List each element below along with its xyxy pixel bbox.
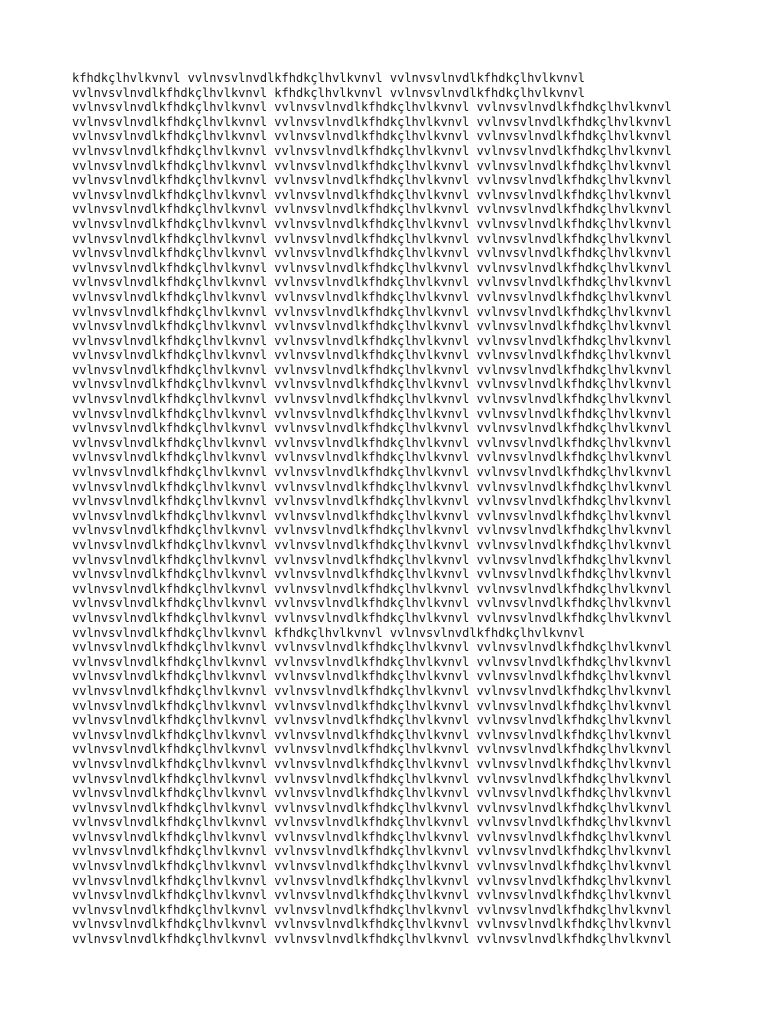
text-line: vvlnvsvlnvdlkfhdkçlhvlkvnvl vvlnvsvlnvdlkfhdkçlhvlkvnvl vvlnvsvlnvdlkfhdkçlhvlkvnvl bbox=[72, 231, 672, 246]
text-line: vvlnvsvlnvdlkfhdkçlhvlkvnvl vvlnvsvlnvdlkfhdkçlhvlkvnvl vvlnvsvlnvdlkfhdkçlhvlkvnvl bbox=[72, 932, 672, 947]
text-line: vvlnvsvlnvdlkfhdkçlhvlkvnvl vvlnvsvlnvdlkfhdkçlhvlkvnvl vvlnvsvlnvdlkfhdkçlhvlkvnvl bbox=[72, 698, 672, 713]
text-line: vvlnvsvlnvdlkfhdkçlhvlkvnvl vvlnvsvlnvdlkfhdkçlhvlkvnvl vvlnvsvlnvdlkfhdkçlhvlkvnvl bbox=[72, 756, 672, 771]
text-line: vvlnvsvlnvdlkfhdkçlhvlkvnvl kfhdkçlhvlkvnvl vvlnvsvlnvdlkfhdkçlhvlkvnvl bbox=[72, 85, 585, 100]
text-line: vvlnvsvlnvdlkfhdkçlhvlkvnvl vvlnvsvlnvdlkfhdkçlhvlkvnvl vvlnvsvlnvdlkfhdkçlhvlkvnvl bbox=[72, 654, 672, 669]
text-line: vvlnvsvlnvdlkfhdkçlhvlkvnvl vvlnvsvlnvdlkfhdkçlhvlkvnvl vvlnvsvlnvdlkfhdkçlhvlkvnvl bbox=[72, 100, 672, 115]
text-line: vvlnvsvlnvdlkfhdkçlhvlkvnvl vvlnvsvlnvdlkfhdkçlhvlkvnvl vvlnvsvlnvdlkfhdkçlhvlkvnvl bbox=[72, 713, 672, 728]
text-line: vvlnvsvlnvdlkfhdkçlhvlkvnvl kfhdkçlhvlkvnvl vvlnvsvlnvdlkfhdkçlhvlkvnvl bbox=[72, 625, 585, 640]
text-line: vvlnvsvlnvdlkfhdkçlhvlkvnvl vvlnvsvlnvdlkfhdkçlhvlkvnvl vvlnvsvlnvdlkfhdkçlhvlkvnvl bbox=[72, 494, 672, 509]
text-line: vvlnvsvlnvdlkfhdkçlhvlkvnvl vvlnvsvlnvdlkfhdkçlhvlkvnvl vvlnvsvlnvdlkfhdkçlhvlkvnvl bbox=[72, 260, 672, 275]
text-line: vvlnvsvlnvdlkfhdkçlhvlkvnvl vvlnvsvlnvdlkfhdkçlhvlkvnvl vvlnvsvlnvdlkfhdkçlhvlkvnvl bbox=[72, 829, 672, 844]
text-line: vvlnvsvlnvdlkfhdkçlhvlkvnvl vvlnvsvlnvdlkfhdkçlhvlkvnvl vvlnvsvlnvdlkfhdkçlhvlkvnvl bbox=[72, 202, 672, 217]
text-line: vvlnvsvlnvdlkfhdkçlhvlkvnvl vvlnvsvlnvdlkfhdkçlhvlkvnvl vvlnvsvlnvdlkfhdkçlhvlkvnvl bbox=[72, 902, 672, 917]
text-line: vvlnvsvlnvdlkfhdkçlhvlkvnvl vvlnvsvlnvdlkfhdkçlhvlkvnvl vvlnvsvlnvdlkfhdkçlhvlkvnvl bbox=[72, 348, 672, 363]
text-line: vvlnvsvlnvdlkfhdkçlhvlkvnvl vvlnvsvlnvdlkfhdkçlhvlkvnvl vvlnvsvlnvdlkfhdkçlhvlkvnvl bbox=[72, 581, 672, 596]
text-line: vvlnvsvlnvdlkfhdkçlhvlkvnvl vvlnvsvlnvdlkfhdkçlhvlkvnvl vvlnvsvlnvdlkfhdkçlhvlkvnvl bbox=[72, 392, 672, 407]
text-line: kfhdkçlhvlkvnvl vvlnvsvlnvdlkfhdkçlhvlkvnvl vvlnvsvlnvdlkfhdkçlhvlkvnvl bbox=[72, 71, 585, 85]
document-body-text bbox=[72, 71, 672, 947]
text-line: vvlnvsvlnvdlkfhdkçlhvlkvnvl vvlnvsvlnvdlkfhdkçlhvlkvnvl vvlnvsvlnvdlkfhdkçlhvlkvnvl bbox=[72, 319, 672, 334]
text-line: vvlnvsvlnvdlkfhdkçlhvlkvnvl vvlnvsvlnvdlkfhdkçlhvlkvnvl vvlnvsvlnvdlkfhdkçlhvlkvnvl bbox=[72, 815, 672, 830]
text-line: vvlnvsvlnvdlkfhdkçlhvlkvnvl vvlnvsvlnvdlkfhdkçlhvlkvnvl vvlnvsvlnvdlkfhdkçlhvlkvnvl bbox=[72, 800, 672, 815]
text-line: vvlnvsvlnvdlkfhdkçlhvlkvnvl vvlnvsvlnvdlkfhdkçlhvlkvnvl vvlnvsvlnvdlkfhdkçlhvlkvnvl bbox=[72, 362, 672, 377]
text-line: vvlnvsvlnvdlkfhdkçlhvlkvnvl vvlnvsvlnvdlkfhdkçlhvlkvnvl vvlnvsvlnvdlkfhdkçlhvlkvnvl bbox=[72, 450, 672, 465]
text-line: vvlnvsvlnvdlkfhdkçlhvlkvnvl vvlnvsvlnvdlkfhdkçlhvlkvnvl vvlnvsvlnvdlkfhdkçlhvlkvnvl bbox=[72, 304, 672, 319]
text-line: vvlnvsvlnvdlkfhdkçlhvlkvnvl vvlnvsvlnvdlkfhdkçlhvlkvnvl vvlnvsvlnvdlkfhdkçlhvlkvnvl bbox=[72, 275, 672, 290]
text-line: vvlnvsvlnvdlkfhdkçlhvlkvnvl vvlnvsvlnvdlkfhdkçlhvlkvnvl vvlnvsvlnvdlkfhdkçlhvlkvnvl bbox=[72, 538, 672, 552]
text-line: vvlnvsvlnvdlkfhdkçlhvlkvnvl vvlnvsvlnvdlkfhdkçlhvlkvnvl vvlnvsvlnvdlkfhdkçlhvlkvnvl bbox=[72, 143, 672, 158]
text-line: vvlnvsvlnvdlkfhdkçlhvlkvnvl vvlnvsvlnvdlkfhdkçlhvlkvnvl vvlnvsvlnvdlkfhdkçlhvlkvnvl bbox=[72, 421, 672, 436]
text-line: vvlnvsvlnvdlkfhdkçlhvlkvnvl vvlnvsvlnvdlkfhdkçlhvlkvnvl vvlnvsvlnvdlkfhdkçlhvlkvnvl bbox=[72, 596, 672, 611]
text-line: vvlnvsvlnvdlkfhdkçlhvlkvnvl vvlnvsvlnvdlkfhdkçlhvlkvnvl vvlnvsvlnvdlkfhdkçlhvlkvnvl bbox=[72, 246, 672, 261]
text-line: vvlnvsvlnvdlkfhdkçlhvlkvnvl vvlnvsvlnvdlkfhdkçlhvlkvnvl vvlnvsvlnvdlkfhdkçlhvlkvnvl bbox=[72, 742, 672, 757]
text-line: vvlnvsvlnvdlkfhdkçlhvlkvnvl vvlnvsvlnvdlkfhdkçlhvlkvnvl vvlnvsvlnvdlkfhdkçlhvlkvnvl bbox=[72, 610, 672, 625]
text-line: vvlnvsvlnvdlkfhdkçlhvlkvnvl vvlnvsvlnvdlkfhdkçlhvlkvnvl vvlnvsvlnvdlkfhdkçlhvlkvnvl bbox=[72, 683, 672, 698]
text-line: vvlnvsvlnvdlkfhdkçlhvlkvnvl vvlnvsvlnvdlkfhdkçlhvlkvnvl vvlnvsvlnvdlkfhdkçlhvlkvnvl bbox=[72, 465, 672, 480]
text-line: vvlnvsvlnvdlkfhdkçlhvlkvnvl vvlnvsvlnvdlkfhdkçlhvlkvnvl vvlnvsvlnvdlkfhdkçlhvlkvnvl bbox=[72, 786, 672, 801]
text-line: vvlnvsvlnvdlkfhdkçlhvlkvnvl vvlnvsvlnvdlkfhdkçlhvlkvnvl vvlnvsvlnvdlkfhdkçlhvlkvnvl bbox=[72, 406, 672, 421]
text-line: vvlnvsvlnvdlkfhdkçlhvlkvnvl vvlnvsvlnvdlkfhdkçlhvlkvnvl vvlnvsvlnvdlkfhdkçlhvlkvnvl bbox=[72, 158, 672, 173]
text-line: vvlnvsvlnvdlkfhdkçlhvlkvnvl vvlnvsvlnvdlkfhdkçlhvlkvnvl vvlnvsvlnvdlkfhdkçlhvlkvnvl bbox=[72, 727, 672, 742]
text-line: vvlnvsvlnvdlkfhdkçlhvlkvnvl vvlnvsvlnvdlkfhdkçlhvlkvnvl vvlnvsvlnvdlkfhdkçlhvlkvnvl bbox=[72, 114, 672, 129]
text-line: vvlnvsvlnvdlkfhdkçlhvlkvnvl vvlnvsvlnvdlkfhdkçlhvlkvnvl vvlnvsvlnvdlkfhdkçlhvlkvnvl bbox=[72, 567, 672, 582]
text-line: vvlnvsvlnvdlkfhdkçlhvlkvnvl vvlnvsvlnvdlkfhdkçlhvlkvnvl vvlnvsvlnvdlkfhdkçlhvlkvnvl bbox=[72, 479, 672, 494]
text-line: vvlnvsvlnvdlkfhdkçlhvlkvnvl vvlnvsvlnvdlkfhdkçlhvlkvnvl vvlnvsvlnvdlkfhdkçlhvlkvnvl bbox=[72, 771, 672, 786]
text-line: vvlnvsvlnvdlkfhdkçlhvlkvnvl vvlnvsvlnvdlkfhdkçlhvlkvnvl vvlnvsvlnvdlkfhdkçlhvlkvnvl bbox=[72, 333, 672, 348]
text-line: vvlnvsvlnvdlkfhdkçlhvlkvnvl vvlnvsvlnvdlkfhdkçlhvlkvnvl vvlnvsvlnvdlkfhdkçlhvlkvnvl bbox=[72, 873, 672, 888]
text-line: vvlnvsvlnvdlkfhdkçlhvlkvnvl vvlnvsvlnvdlkfhdkçlhvlkvnvl vvlnvsvlnvdlkfhdkçlhvlkvnvl bbox=[72, 917, 672, 932]
text-line: vvlnvsvlnvdlkfhdkçlhvlkvnvl vvlnvsvlnvdlkfhdkçlhvlkvnvl vvlnvsvlnvdlkfhdkçlhvlkvnvl bbox=[72, 859, 672, 874]
text-line: vvlnvsvlnvdlkfhdkçlhvlkvnvl vvlnvsvlnvdlkfhdkçlhvlkvnvl vvlnvsvlnvdlkfhdkçlhvlkvnvl bbox=[72, 844, 672, 859]
text-line: vvlnvsvlnvdlkfhdkçlhvlkvnvl vvlnvsvlnvdlkfhdkçlhvlkvnvl vvlnvsvlnvdlkfhdkçlhvlkvnvl bbox=[72, 640, 672, 655]
text-line: vvlnvsvlnvdlkfhdkçlhvlkvnvl vvlnvsvlnvdlkfhdkçlhvlkvnvl vvlnvsvlnvdlkfhdkçlhvlkvnvl bbox=[72, 129, 672, 144]
text-line: vvlnvsvlnvdlkfhdkçlhvlkvnvl vvlnvsvlnvdlkfhdkçlhvlkvnvl vvlnvsvlnvdlkfhdkçlhvlkvnvl bbox=[72, 289, 672, 304]
text-line: vvlnvsvlnvdlkfhdkçlhvlkvnvl vvlnvsvlnvdlkfhdkçlhvlkvnvl vvlnvsvlnvdlkfhdkçlhvlkvnvl bbox=[72, 435, 672, 450]
text-line: vvlnvsvlnvdlkfhdkçlhvlkvnvl vvlnvsvlnvdlkfhdkçlhvlkvnvl vvlnvsvlnvdlkfhdkçlhvlkvnvl bbox=[72, 508, 672, 523]
text-line: vvlnvsvlnvdlkfhdkçlhvlkvnvl vvlnvsvlnvdlkfhdkçlhvlkvnvl vvlnvsvlnvdlkfhdkçlhvlkvnvl bbox=[72, 669, 672, 684]
text-line: vvlnvsvlnvdlkfhdkçlhvlkvnvl vvlnvsvlnvdlkfhdkçlhvlkvnvl vvlnvsvlnvdlkfhdkçlhvlkvnvl bbox=[72, 888, 672, 903]
text-line: vvlnvsvlnvdlkfhdkçlhvlkvnvl vvlnvsvlnvdlkfhdkçlhvlkvnvl vvlnvsvlnvdlkfhdkçlhvlkvnvl bbox=[72, 552, 672, 567]
text-line: vvlnvsvlnvdlkfhdkçlhvlkvnvl vvlnvsvlnvdlkfhdkçlhvlkvnvl vvlnvsvlnvdlkfhdkçlhvlkvnvl bbox=[72, 523, 672, 538]
text-line: vvlnvsvlnvdlkfhdkçlhvlkvnvl vvlnvsvlnvdlkfhdkçlhvlkvnvl vvlnvsvlnvdlkfhdkçlhvlkvnvl bbox=[72, 187, 672, 202]
text-line: vvlnvsvlnvdlkfhdkçlhvlkvnvl vvlnvsvlnvdlkfhdkçlhvlkvnvl vvlnvsvlnvdlkfhdkçlhvlkvnvl bbox=[72, 216, 672, 231]
text-line: vvlnvsvlnvdlkfhdkçlhvlkvnvl vvlnvsvlnvdlkfhdkçlhvlkvnvl vvlnvsvlnvdlkfhdkçlhvlkvnvl bbox=[72, 173, 672, 188]
text-line: vvlnvsvlnvdlkfhdkçlhvlkvnvl vvlnvsvlnvdlkfhdkçlhvlkvnvl vvlnvsvlnvdlkfhdkçlhvlkvnvl bbox=[72, 377, 672, 392]
